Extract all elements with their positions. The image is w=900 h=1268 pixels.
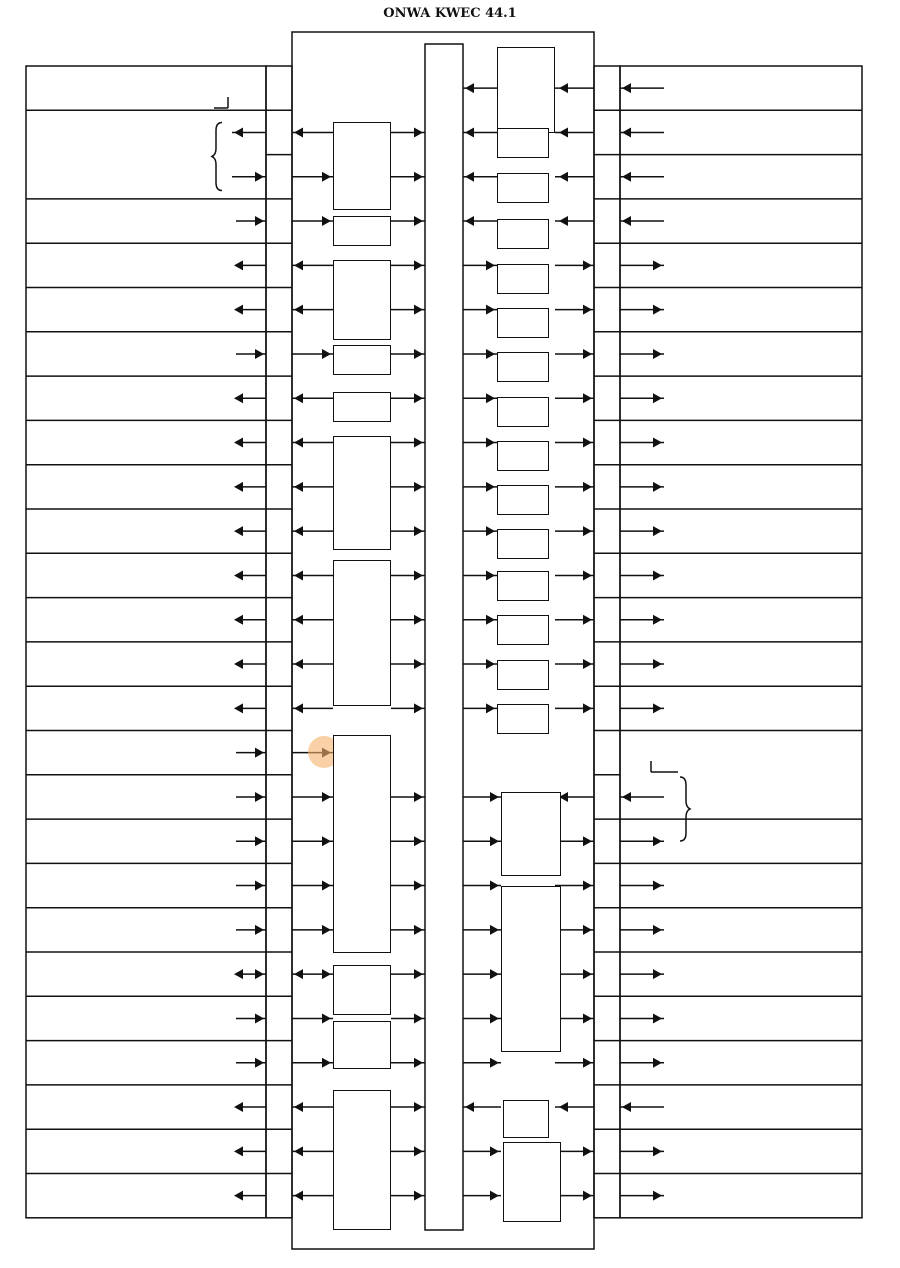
arrowhead [322,172,331,182]
arrowhead [234,305,243,315]
block-bright [497,264,549,294]
arrowhead [294,260,303,270]
arrowhead [234,1102,243,1112]
arrowhead [653,260,662,270]
brace-right [680,777,690,841]
arrowhead [583,969,592,979]
arrowhead [234,969,243,979]
block-balance [497,571,549,601]
arrowhead [559,1102,568,1112]
block-keyenc [333,1090,391,1230]
arrowhead [414,925,423,935]
block-afc_out [497,704,549,734]
arrowhead [414,260,423,270]
block-hsync [497,219,549,249]
arrowhead [414,1102,423,1112]
arrowhead [234,659,243,669]
arrowhead [414,615,423,625]
arrowhead [486,615,495,625]
arrowhead [490,881,499,891]
block-color [497,308,549,338]
arrowhead [255,349,264,359]
arrowhead [294,615,303,625]
arrowhead [486,349,495,359]
arrowhead [465,172,474,182]
arrowhead [583,305,592,315]
arrowhead [653,969,662,979]
arrowhead [322,925,331,935]
arrowhead [414,172,423,182]
block-standby [333,392,391,422]
block-treble [497,529,549,559]
arrowhead [465,83,474,93]
arrowhead [414,836,423,846]
arrowhead [653,349,662,359]
arrowhead [414,127,423,137]
arrowhead [294,127,303,137]
arrowhead [653,438,662,448]
arrowhead [255,881,264,891]
arrowhead [255,925,264,935]
arrowhead [583,1146,592,1156]
arrowhead [490,1191,499,1201]
arrowhead [583,1013,592,1023]
arrowhead [653,1013,662,1023]
arrowhead [294,703,303,713]
arrowhead [490,969,499,979]
arrowhead [653,570,662,580]
arrowhead [583,482,592,492]
arrowhead [234,526,243,536]
arrowhead [559,172,568,182]
arrowhead [234,615,243,625]
arrowhead [486,659,495,669]
arrowhead [486,570,495,580]
arrowhead [490,836,499,846]
arrowhead [486,305,495,315]
arrowhead [486,438,495,448]
arrowhead [322,881,331,891]
arrowhead [583,925,592,935]
arrowhead [294,1102,303,1112]
arrowhead [294,1146,303,1156]
arrowhead [490,792,499,802]
block-osd [501,792,561,876]
arrowhead [255,1058,264,1068]
arrowhead [414,881,423,891]
arrowhead [653,703,662,713]
arrowhead [294,305,303,315]
arrowhead [234,703,243,713]
arrowhead [622,127,631,137]
arrowhead [234,393,243,403]
arrowhead [322,969,331,979]
arrowhead [622,1102,631,1112]
arrowhead [414,438,423,448]
arrowhead [414,1058,423,1068]
arrowhead [294,393,303,403]
arrowhead [559,127,568,137]
block-keyenc2 [503,1142,561,1222]
arrowhead [255,748,264,758]
arrowhead [653,881,662,891]
arrowhead [583,836,592,846]
arrowhead [583,526,592,536]
arrowhead [490,1013,499,1023]
block-ident [503,1100,549,1138]
arrowhead [583,1058,592,1068]
arrowhead [653,305,662,315]
arrowhead [414,1191,423,1201]
arrowhead [414,526,423,536]
arrowhead [322,216,331,226]
arrowhead [414,659,423,669]
arrowhead [414,482,423,492]
arrowhead [486,526,495,536]
block-memory [333,965,391,1015]
arrowhead [294,969,303,979]
arrowhead [653,1191,662,1201]
cpu-bus [425,44,463,1230]
block-hue [497,397,549,427]
arrowhead [255,216,264,226]
arrowhead [414,305,423,315]
arrowhead [255,792,264,802]
block-system [333,560,391,706]
arrowhead [653,1058,662,1068]
block-keydec [333,735,391,953]
arrowhead [622,83,631,93]
arrowhead [294,482,303,492]
block-remote [333,345,391,375]
arrowhead [622,792,631,802]
arrowhead [414,703,423,713]
block-nicam [497,615,549,645]
block-vsync [497,173,549,203]
arrowhead [234,1191,243,1201]
arrowhead [255,969,264,979]
arrowhead [653,482,662,492]
arrowhead [294,570,303,580]
arrowhead [414,393,423,403]
arrowhead [490,1058,499,1068]
arrowhead [255,172,264,182]
arrowhead [255,1013,264,1023]
arrowhead [653,1146,662,1156]
arrowhead [583,349,592,359]
arrowhead [322,349,331,359]
block-vt [497,660,549,690]
block-contrast [497,352,549,382]
arrowhead [559,216,568,226]
arrowhead [414,969,423,979]
block-keydec2 [333,1021,391,1069]
arrowhead [583,438,592,448]
arrowhead [490,1146,499,1156]
arrowhead [583,260,592,270]
arrowhead [465,127,474,137]
arrowhead [583,659,592,669]
arrowhead [583,703,592,713]
arrowhead [486,393,495,403]
arrowhead [583,1191,592,1201]
arrowhead [322,792,331,802]
arrowhead [486,482,495,492]
block-afc_in [497,128,549,158]
arrowhead [486,260,495,270]
arrowhead [414,1146,423,1156]
arrowhead [234,438,243,448]
block-volume [497,441,549,471]
block-clock [333,122,391,210]
arrowhead [583,615,592,625]
arrowhead [583,393,592,403]
arrowhead [583,881,592,891]
block-band [333,436,391,550]
arrowhead [414,792,423,802]
block-power [497,47,555,133]
block-bass [497,485,549,515]
arrowhead [294,1191,303,1201]
arrowhead [653,393,662,403]
arrowhead [622,216,631,226]
arrowhead [294,659,303,669]
arrowhead [322,1058,331,1068]
arrowhead [414,570,423,580]
arrowhead [653,615,662,625]
block-chardisp [501,886,561,1052]
arrowhead [414,1013,423,1023]
arrowhead [234,482,243,492]
arrowhead [294,438,303,448]
arrowhead [559,83,568,93]
arrowhead [294,526,303,536]
arrowhead [234,127,243,137]
arrowhead [653,659,662,669]
block-tvav [333,260,391,340]
arrowhead [322,1013,331,1023]
arrowhead [322,836,331,846]
arrowhead [490,925,499,935]
arrowhead [622,172,631,182]
arrowhead [653,836,662,846]
arrowhead [234,1146,243,1156]
arrowhead [414,216,423,226]
arrowhead [414,349,423,359]
brace-left [212,122,222,190]
arrowhead [234,570,243,580]
arrowhead [255,836,264,846]
arrowhead [653,526,662,536]
block-reset [333,216,391,246]
diagram-title: ONWA KWEC 44.1 [383,6,517,21]
arrowhead [653,925,662,935]
arrowhead [234,260,243,270]
arrowhead [465,216,474,226]
arrowhead [465,1102,474,1112]
arrowhead [583,570,592,580]
arrowhead [486,703,495,713]
